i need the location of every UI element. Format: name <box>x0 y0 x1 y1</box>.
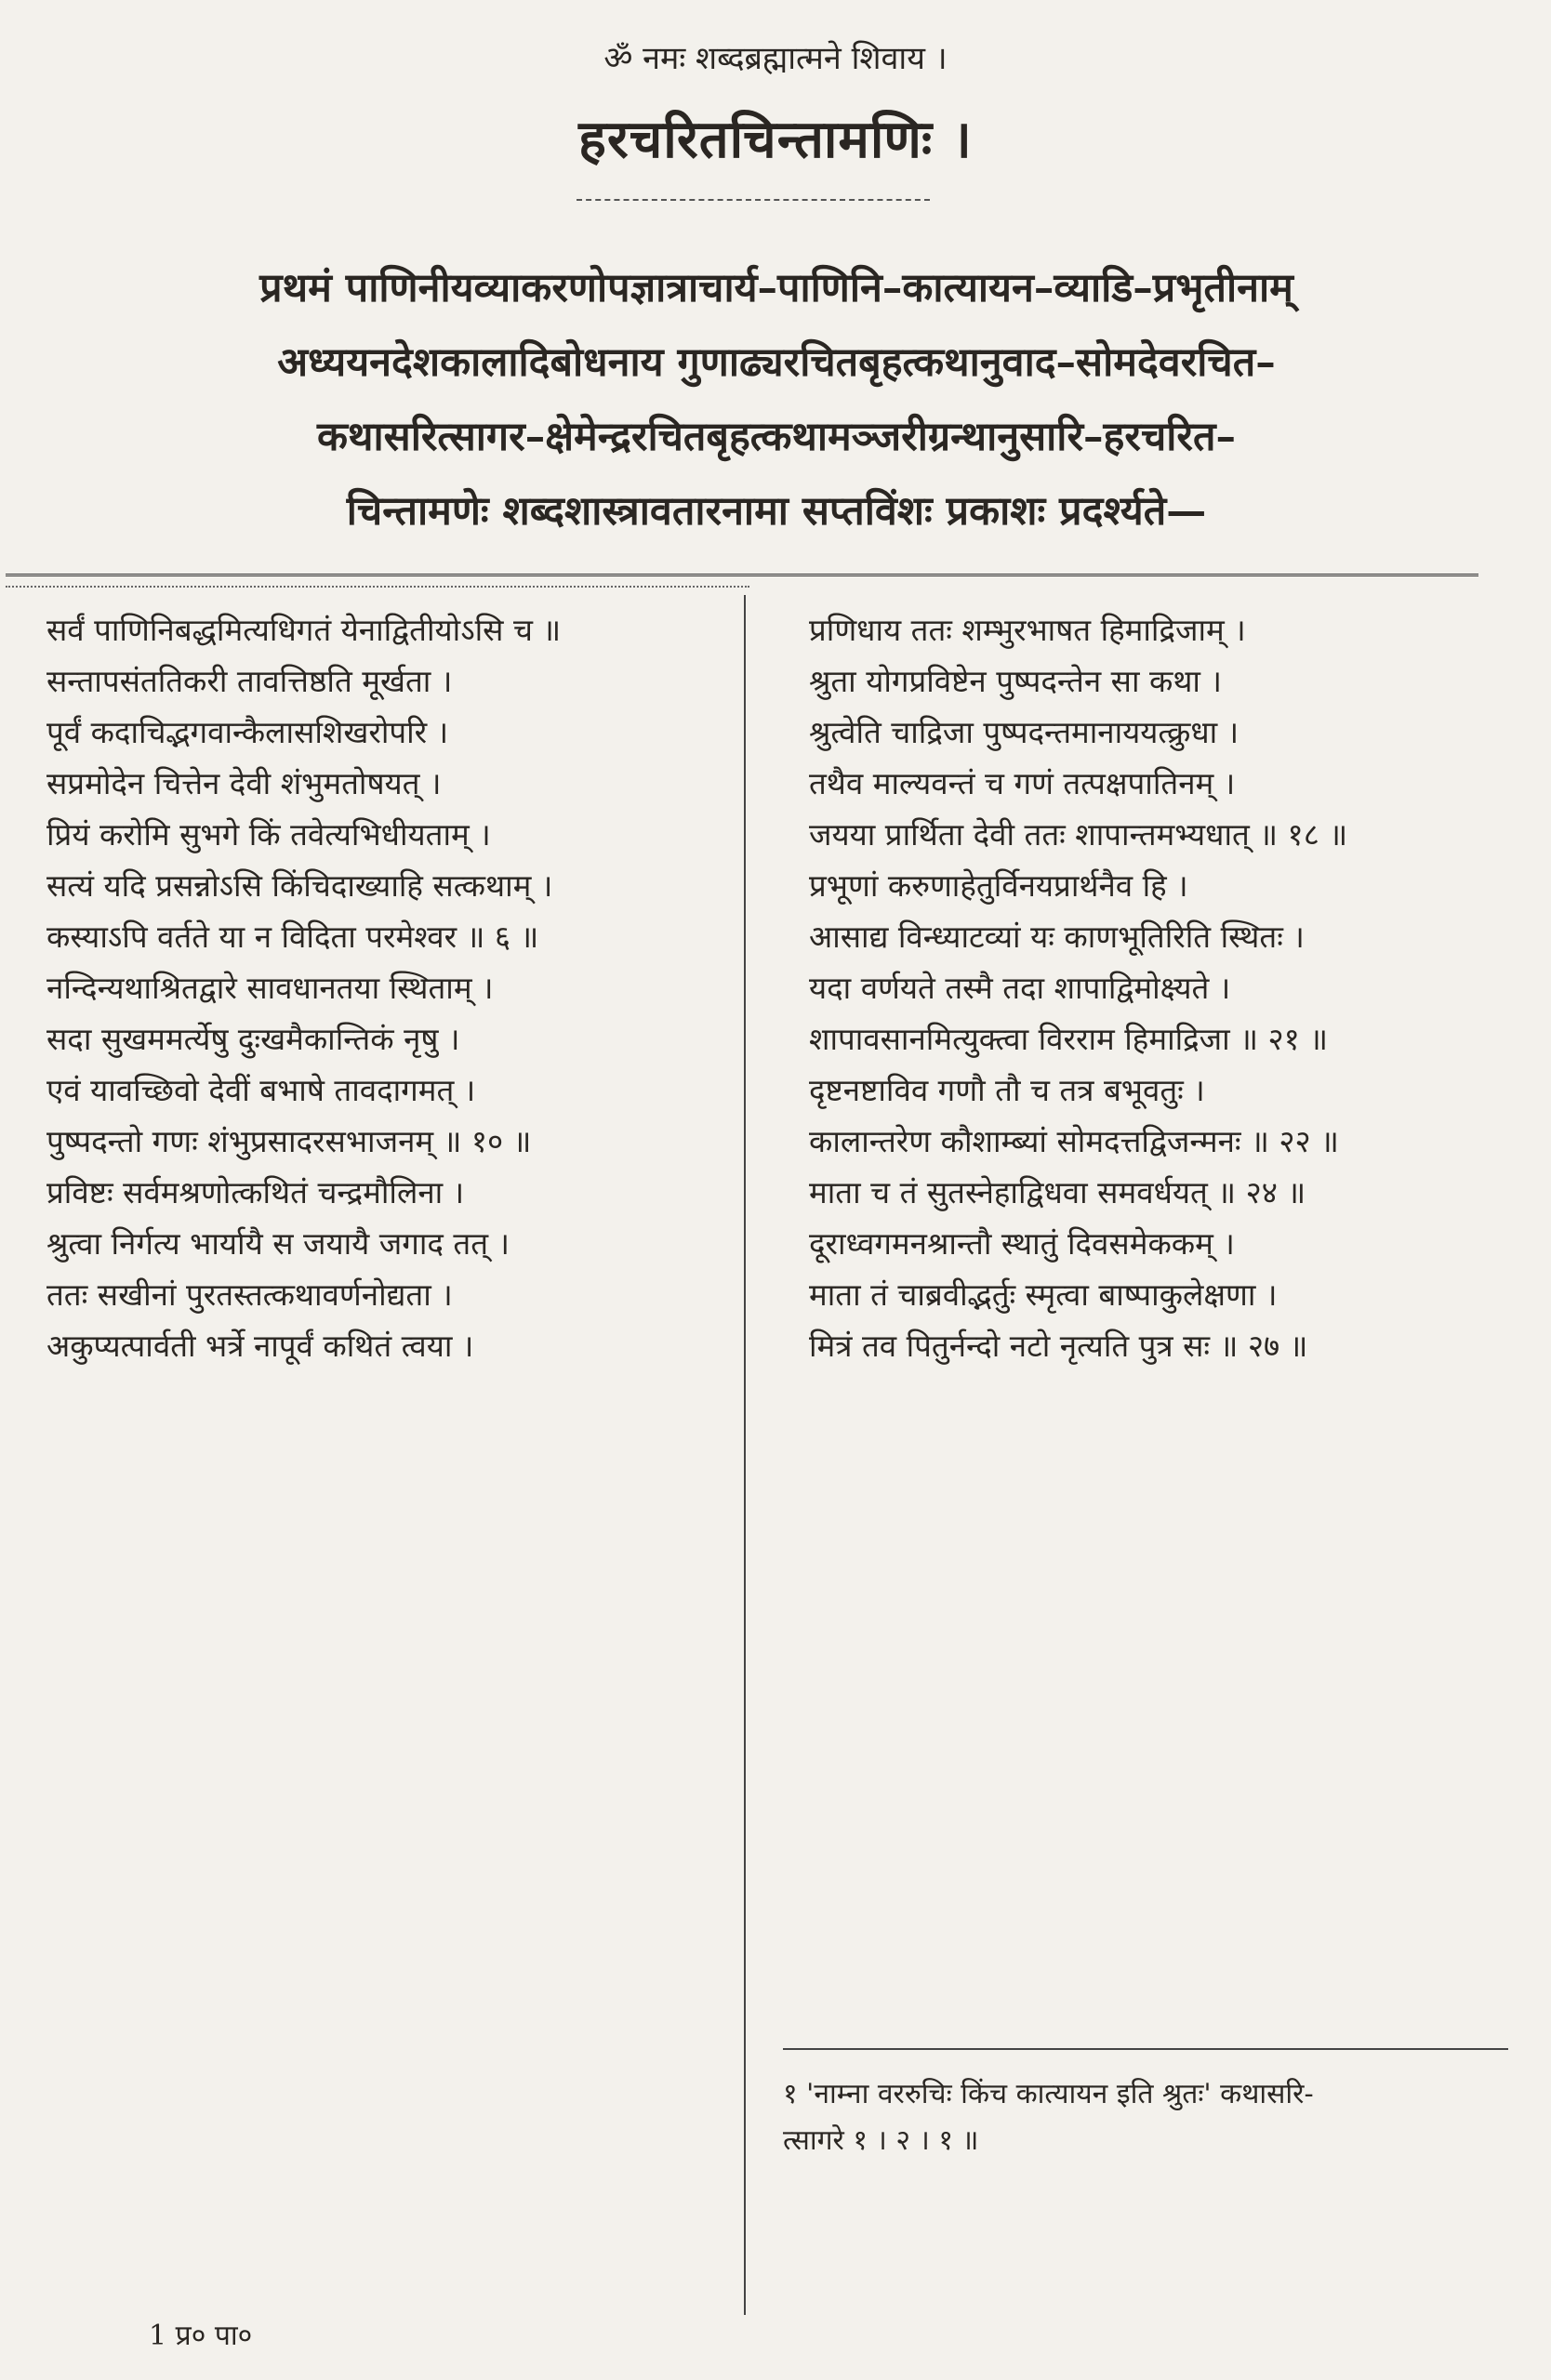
verse-line: नन्दिन्यथाश्रितद्वारे सावधानतया स्थिताम् । <box>46 970 494 1006</box>
verse-line: प्रभूणां करुणाहेतुर्विनयप्रार्थनैव हि । <box>809 867 1188 904</box>
right-verse-column <box>809 604 1516 1371</box>
decorative-rule <box>6 586 749 597</box>
verse-line: अकुप्यत्पार्वती भर्त्रे नापूर्वं कथितं त्वया । <box>46 1328 474 1364</box>
footnote-line: त्सागरे १ । २ । १ ॥ <box>783 2124 979 2157</box>
footnote <box>783 2071 1508 2164</box>
verse-line: दूराध्वगमनश्रान्तौ स्थातुं दिवसमेककम् । <box>809 1225 1235 1262</box>
signature-mark: 1 प्र० पा० <box>149 2320 253 2352</box>
verse-line: सप्रमोदेन चित्तेन देवी शंभुमतोषयत् । <box>46 765 442 801</box>
left-verse-column <box>46 604 730 1371</box>
verse-line: तथैव माल्यवन्तं च गणं तत्पक्षपातिनम् । <box>809 765 1236 801</box>
column-divider <box>744 595 746 2315</box>
intro-paragraph <box>112 251 1441 549</box>
verse-line: माता च तं सुतस्नेहाद्विधवा समवर्धयत् ॥ २४ ॥ <box>809 1174 1306 1210</box>
title-divider <box>577 199 930 201</box>
section-divider <box>6 574 1478 576</box>
verse-line: सन्तापसंततिकरी तावत्तिष्ठति मूर्खता । <box>46 663 453 699</box>
intro-line: चिन्तामणेः शब्दशास्त्रावतारनामा सप्तविंशः प्रकाशः प्रदर्श्यते— <box>346 488 1207 535</box>
verse-line: श्रुता योगप्रविष्टेन पुष्पदन्तेन सा कथा । <box>809 663 1222 699</box>
verse-line: श्रुत्वा निर्गत्य भार्यायै स जयायै जगाद तत् । <box>46 1225 510 1262</box>
verse-line: आसाद्य विन्ध्याटव्यां यः काणभूतिरिति स्थितः । <box>809 919 1305 955</box>
verse-line: प्रणिधाय ततः शम्भुरभाषत हिमाद्रिजाम् । <box>809 612 1246 648</box>
verse-line: प्रियं करोमि सुभगे किं तवेत्यभिधीयताम् । <box>46 816 491 853</box>
intro-line: कथासरित्सागर–क्षेमेन्द्ररचितबृहत्कथामञ्जरीग्रन्थानुसारि–हरचरित– <box>316 414 1236 460</box>
verse-line: पुष्पदन्तो गणः शंभुप्रसादरसभाजनम् ॥ १० ॥ <box>46 1123 532 1159</box>
footnote-divider <box>783 2048 1508 2050</box>
verse-line: जयया प्रार्थिता देवी ततः शापान्तमभ्यधात् ॥ १८ ॥ <box>809 816 1348 853</box>
verse-line: कालान्तरेण कौशाम्ब्यां सोमदत्तद्विजन्मनः ॥ २२ ॥ <box>809 1123 1339 1159</box>
verse-line: सदा सुखममर्त्येषु दुःखमैकान्तिकं नृषु । <box>46 1021 460 1057</box>
page-title: हरचरितचिन्तामणिः । <box>578 109 973 170</box>
verse-line: पूर्वं कदाचिद्भगवान्कैलासशिखरोपरि । <box>46 714 449 750</box>
verse-line: श्रुत्वेति चाद्रिजा पुष्पदन्तमानाययत्क्रुधा । <box>809 714 1239 750</box>
verse-line: कस्याऽपि वर्तते या न विदिता परमेश्वर ॥ ६ ॥ <box>46 919 539 955</box>
verse-line: एवं यावच्छिवो देवीं बभाषे तावदागमत् । <box>46 1072 476 1108</box>
verse-line: दृष्टनष्टाविव गणौ तौ च तत्र बभूवतुः । <box>809 1072 1205 1108</box>
verse-line: माता तं चाब्रवीद्भर्तुः स्मृत्वा बाष्पाकुलेक्षणा । <box>809 1276 1278 1313</box>
footnote-line: १ 'नाम्ना वररुचिः किंच कात्यायन इति श्रुतः' कथासरि- <box>783 2078 1314 2110</box>
verse-line: ततः सखीनां पुरतस्तत्कथावर्णनोद्यता । <box>46 1276 453 1313</box>
verse-line: शापावसानमित्युक्त्वा विरराम हिमाद्रिजा ॥ २१ ॥ <box>809 1021 1329 1057</box>
verse-line: यदा वर्णयते तस्मै तदा शापाद्विमोक्ष्यते । <box>809 970 1231 1006</box>
verse-line: मित्रं तव पितुर्नन्दो नटो नृत्यति पुत्र सः ॥ २७ ॥ <box>809 1328 1308 1364</box>
verse-line: प्रविष्टः सर्वमश्रणोत्कथितं चन्द्रमौलिना । <box>46 1174 465 1210</box>
intro-line: प्रथमं पाणिनीयव्याकरणोपज्ञात्राचार्य–पाणिनि–कात्यायन–व्याडि–प्रभृतीनाम् <box>259 265 1293 311</box>
invocation-line: ॐ नमः शब्दब्रह्मात्मने शिवाय । <box>603 40 948 77</box>
verse-line: सर्वं पाणिनिबद्धमित्यधिगतं येनाद्वितीयोऽसि च ॥ <box>46 612 562 648</box>
intro-line: अध्ययनदेशकालादिबोधनाय गुणाढ्यरचितबृहत्कथानुवाद–सोमदेवरचित– <box>277 339 1276 386</box>
verse-line: सत्यं यदि प्रसन्नोऽसि किंचिदाख्याहि सत्कथाम् । <box>46 867 553 904</box>
